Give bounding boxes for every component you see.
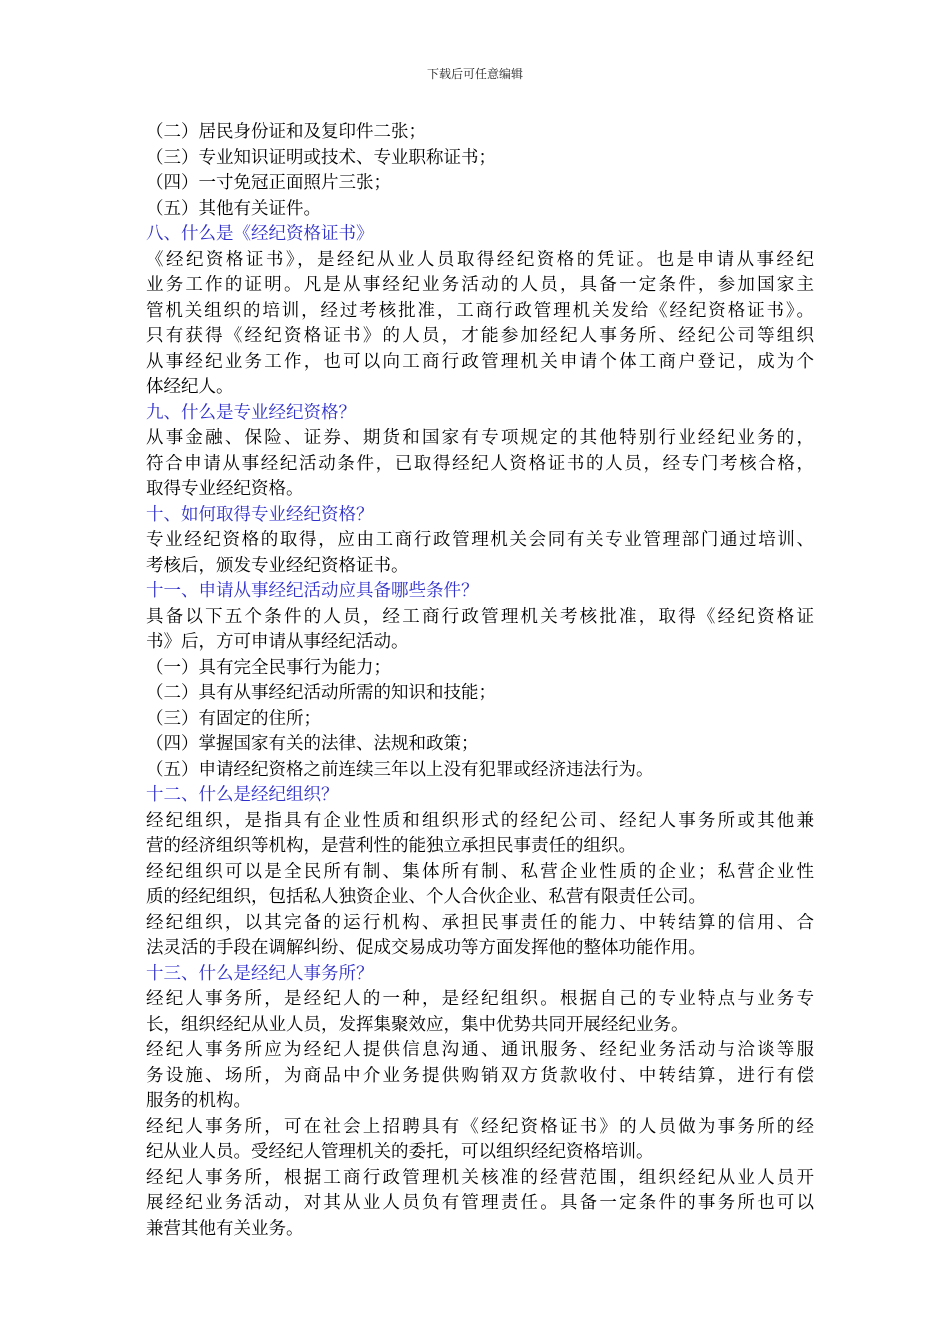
paragraph-line: 从事金融、保险、证券、期货和国家有专项规定的其他特别行业经纪业务的，	[146, 428, 814, 448]
paragraph-line: 服务的机构。	[146, 1091, 251, 1111]
paragraph-line: 营的经济组织等机构，是营利性的能独立承担民事责任的组织。	[146, 836, 636, 856]
paragraph-line: 符合申请从事经纪活动条件，已取得经纪人资格证书的人员，经专门考核合格，	[146, 453, 814, 474]
paragraph-line: 体经纪人。	[146, 377, 234, 397]
paragraph-line: 《经纪资格证书》，是经纪从业人员取得经纪资格的凭证。也是申请从事经纪	[146, 249, 814, 270]
paragraph-line: 长，组织经纪从业人员，发挥集聚效应，集中优势共同开展经纪业务。	[146, 1014, 689, 1035]
paragraph-line: 取得专业经纪资格。	[146, 479, 304, 499]
paragraph-line: （一）具有完全民事行为能力；	[146, 657, 391, 678]
section-heading: 十一、申请从事经纪活动应具备哪些条件？	[146, 581, 479, 601]
paragraph-line: 业务工作的证明。凡是从事经纪业务活动的人员，具备一定条件，参加国家主	[146, 275, 814, 295]
page-header: 下载后可任意编辑	[426, 67, 523, 81]
paragraph-line: 经纪人事务所应为经纪人提供信息沟通、通讯服务、经纪业务活动与洽谈等服	[146, 1040, 814, 1060]
paragraph-line: 经纪组织，以其完备的运行机构、承担民事责任的能力、中转结算的信用、合	[146, 912, 814, 933]
paragraph-line: （五）其他有关证件。	[146, 198, 321, 219]
paragraph-line: （二）居民身份证和及复印件二张；	[146, 122, 426, 142]
paragraph-line: 质的经纪组织，包括私人独资企业、个人合伙企业、私营有限责任公司。	[146, 887, 706, 907]
section-heading: 十二、什么是经纪组织？	[146, 785, 339, 805]
paragraph-line: （二）具有从事经纪活动所需的知识和技能；	[146, 683, 496, 703]
paragraph-line: 法灵活的手段在调解纠纷、促成交易成功等方面发挥他的整体功能作用。	[146, 938, 706, 958]
paragraph-line: 经纪组织可以是全民所有制、集体所有制、私营企业性质的企业；私营企业性	[146, 861, 814, 882]
section-heading: 八、什么是《经纪资格证书》	[146, 224, 374, 244]
paragraph-line: 管机关组织的培训，经过考核批准，工商行政管理机关发给《经纪资格证书》。	[146, 300, 814, 321]
paragraph-line: 具备以下五个条件的人员，经工商行政管理机关考核批准，取得《经纪资格证	[146, 606, 814, 627]
paragraph-line: 经纪人事务所，可在社会上招聘具有《经纪资格证书》的人员做为事务所的经	[146, 1116, 814, 1137]
paragraph-line: 纪从业人员。受经纪人管理机关的委托，可以组织经纪资格培训。	[146, 1142, 654, 1162]
section-heading: 十、如何取得专业经纪资格？	[146, 504, 374, 525]
paragraph-line: （五）申请经纪资格之前连续三年以上没有犯罪或经济违法行为。	[146, 759, 654, 780]
section-heading: 九、什么是专业经纪资格？	[146, 402, 356, 423]
paragraph-line: 从事经纪业务工作，也可以向工商行政管理机关申请个体工商户登记，成为个	[146, 351, 814, 372]
paragraph-line: 务设施、场所，为商品中介业务提供购销双方货款收付、中转结算，进行有偿	[146, 1065, 814, 1086]
paragraph-line: （三）专业知识证明或技术、专业职称证书；	[146, 147, 496, 168]
paragraph-line: 考核后，颁发专业经纪资格证书。	[146, 555, 409, 576]
paragraph-line: 专业经纪资格的取得，应由工商行政管理机关会同有关专业管理部门通过培训、	[146, 530, 814, 550]
section-heading: 十三、什么是经纪人事务所？	[146, 963, 374, 984]
paragraph-line: 经纪组织，是指具有企业性质和组织形式的经纪公司、经纪人事务所或其他兼	[146, 810, 814, 831]
paragraph-line: （四）一寸免冠正面照片三张；	[146, 173, 391, 193]
paragraph-line: （四）掌握国家有关的法律、法规和政策；	[146, 734, 479, 754]
document-body	[146, 120, 814, 1242]
paragraph-line: 经纪人事务所，是经纪人的一种，是经纪组织。根据自己的专业特点与业务专	[146, 989, 814, 1009]
paragraph-line: 兼营其他有关业务。	[146, 1218, 304, 1239]
paragraph-line: （三）有固定的住所；	[146, 708, 321, 729]
paragraph-line: 经纪人事务所，根据工商行政管理机关核准的经营范围，组织经纪从业人员开	[146, 1167, 814, 1188]
paragraph-line: 展经纪业务活动，对其从业人员负有管理责任。具备一定条件的事务所也可以	[146, 1193, 814, 1213]
paragraph-line: 只有获得《经纪资格证书》的人员，才能参加经纪人事务所、经纪公司等组织	[146, 326, 814, 346]
paragraph-line: 书》后，方可申请从事经纪活动。	[146, 632, 409, 652]
